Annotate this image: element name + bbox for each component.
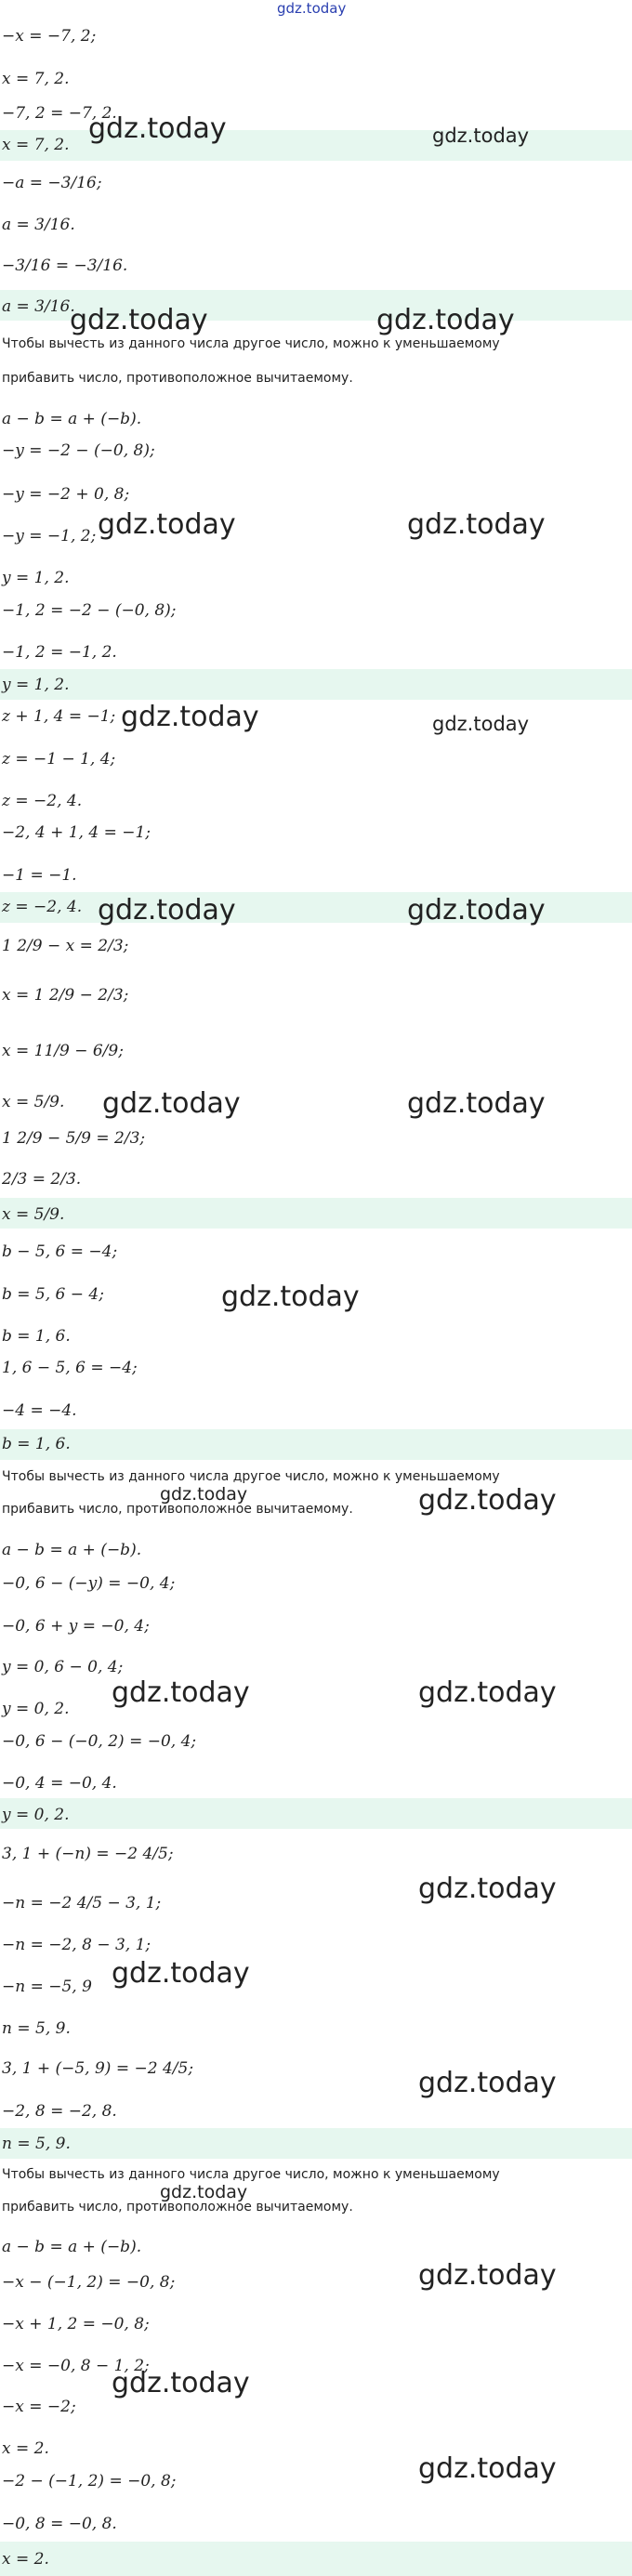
- equation-line: x = 11/9 − 6/9;: [2, 1042, 124, 1060]
- answer-line: b = 1, 6.: [2, 1435, 71, 1453]
- equation-line: a = 3/16.: [2, 216, 75, 234]
- watermark-text: gdz.today: [160, 1484, 248, 1505]
- equation-line: z = −1 − 1, 4;: [2, 750, 116, 769]
- equation-line: −n = −5, 9: [2, 1978, 92, 1996]
- watermark-text: gdz.today: [102, 1087, 241, 1120]
- rule-text-line: Чтобы вычесть из данного числа другое число, можно к уменьшаемому: [2, 1469, 500, 1484]
- equation-line: b = 5, 6 − 4;: [2, 1285, 104, 1304]
- equation-line: x = 1 2/9 − 2/3;: [2, 986, 129, 1005]
- rule-text-line: Чтобы вычесть из данного числа другое число, можно к уменьшаемому: [2, 336, 500, 351]
- equation-line: −1, 2 = −1, 2.: [2, 643, 117, 662]
- equation-line: −x + 1, 2 = −0, 8;: [2, 2315, 150, 2333]
- answer-highlight: [0, 1198, 632, 1229]
- rule-text-line: прибавить число, противоположное вычитаемому.: [2, 2200, 353, 2215]
- equation-line: −0, 6 − (−y) = −0, 4;: [2, 1574, 176, 1593]
- equation-line: z + 1, 4 = −1;: [2, 707, 116, 726]
- equation-line: z = −2, 4.: [2, 792, 83, 810]
- watermark-text: gdz.today: [407, 894, 546, 927]
- answer-line: y = 0, 2.: [2, 1806, 70, 1824]
- equation-line: −4 = −4.: [2, 1401, 77, 1420]
- watermark-text: gdz.today: [98, 508, 236, 541]
- equation-line: −0, 6 − (−0, 2) = −0, 4;: [2, 1732, 197, 1751]
- watermark-text: gdz.today: [418, 1484, 557, 1517]
- equation-line: −3/16 = −3/16.: [2, 256, 128, 275]
- equation-line: y = 0, 2.: [2, 1700, 70, 1718]
- equation-line: a − b = a + (−b).: [2, 2238, 142, 2256]
- answer-highlight: [0, 1429, 632, 1460]
- equation-line: x = 5/9.: [2, 1093, 65, 1111]
- equation-line: −0, 6 + y = −0, 4;: [2, 1617, 150, 1636]
- equation-line: −n = −2, 8 − 3, 1;: [2, 1936, 151, 1954]
- rule-text-line: прибавить число, противоположное вычитаемому.: [2, 1502, 353, 1517]
- equation-line: n = 5, 9.: [2, 2019, 71, 2038]
- watermark-text: gdz.today: [418, 2452, 557, 2485]
- answer-highlight: [0, 1798, 632, 1829]
- equation-line: −x = −0, 8 − 1, 2;: [2, 2357, 150, 2375]
- equation-line: −1 = −1.: [2, 866, 77, 885]
- answer-line: n = 5, 9.: [2, 2135, 71, 2153]
- watermark-text: gdz.today: [88, 112, 227, 145]
- watermark-text: gdz.today: [418, 2259, 557, 2292]
- equation-line: y = 0, 6 − 0, 4;: [2, 1658, 124, 1676]
- watermark-text: gdz.today: [407, 1087, 546, 1120]
- equation-line: 1 2/9 − x = 2/3;: [2, 937, 129, 955]
- answer-line: x = 2.: [2, 2550, 49, 2569]
- equation-line: −x = −2;: [2, 2398, 76, 2416]
- header-watermark: gdz.today: [277, 0, 347, 17]
- equation-line: −7, 2 = −7, 2.: [2, 104, 117, 123]
- answer-line: x = 5/9.: [2, 1205, 65, 1224]
- equation-line: −y = −2 + 0, 8;: [2, 485, 130, 504]
- equation-line: −2 − (−1, 2) = −0, 8;: [2, 2472, 177, 2491]
- equation-line: x = 2.: [2, 2439, 49, 2458]
- equation-line: 3, 1 + (−5, 9) = −2 4/5;: [2, 2059, 194, 2078]
- equation-line: −a = −3/16;: [2, 174, 102, 192]
- equation-line: y = 1, 2.: [2, 569, 70, 587]
- watermark-text: gdz.today: [112, 1676, 250, 1709]
- answer-highlight: [0, 2542, 632, 2576]
- equation-line: b = 1, 6.: [2, 1327, 71, 1346]
- watermark-text: gdz.today: [376, 304, 515, 336]
- equation-line: −0, 4 = −0, 4.: [2, 1774, 117, 1793]
- equation-line: −2, 8 = −2, 8.: [2, 2102, 117, 2121]
- watermark-text: gdz.today: [112, 2367, 250, 2399]
- equation-line: −1, 2 = −2 − (−0, 8);: [2, 601, 177, 620]
- answer-line: z = −2, 4.: [2, 898, 83, 916]
- equation-line: −y = −2 − (−0, 8);: [2, 441, 155, 460]
- watermark-text: gdz.today: [432, 125, 530, 147]
- watermark-text: gdz.today: [407, 508, 546, 541]
- watermark-text: gdz.today: [98, 894, 236, 927]
- answer-highlight: [0, 669, 632, 700]
- equation-line: −0, 8 = −0, 8.: [2, 2515, 117, 2533]
- answer-line: a = 3/16.: [2, 297, 75, 316]
- answer-highlight: [0, 2128, 632, 2159]
- watermark-text: gdz.today: [121, 701, 259, 733]
- watermark-text: gdz.today: [112, 1957, 250, 1990]
- answer-line: y = 1, 2.: [2, 676, 70, 694]
- equation-line: −2, 4 + 1, 4 = −1;: [2, 823, 151, 842]
- equation-line: −x = −7, 2;: [2, 27, 97, 46]
- equation-line: −n = −2 4/5 − 3, 1;: [2, 1894, 162, 1912]
- equation-line: x = 7, 2.: [2, 70, 70, 88]
- equation-line: b − 5, 6 = −4;: [2, 1242, 118, 1261]
- rule-text-line: прибавить число, противоположное вычитаемому.: [2, 371, 353, 386]
- rule-text-line: Чтобы вычесть из данного числа другое число, можно к уменьшаемому: [2, 2167, 500, 2182]
- equation-line: 2/3 = 2/3.: [2, 1170, 82, 1189]
- equation-line: 3, 1 + (−n) = −2 4/5;: [2, 1845, 174, 1863]
- equation-line: a − b = a + (−b).: [2, 1541, 142, 1559]
- watermark-text: gdz.today: [432, 713, 530, 735]
- equation-line: 1, 6 − 5, 6 = −4;: [2, 1359, 138, 1377]
- watermark-text: gdz.today: [70, 304, 208, 336]
- equation-line: a − b = a + (−b).: [2, 410, 142, 428]
- watermark-text: gdz.today: [418, 1873, 557, 1905]
- equation-line: 1 2/9 − 5/9 = 2/3;: [2, 1129, 146, 1148]
- answer-line: x = 7, 2.: [2, 136, 70, 154]
- equation-line: −y = −1, 2;: [2, 527, 97, 545]
- watermark-text: gdz.today: [418, 1676, 557, 1709]
- equation-line: −x − (−1, 2) = −0, 8;: [2, 2273, 176, 2292]
- watermark-text: gdz.today: [160, 2182, 248, 2202]
- watermark-text: gdz.today: [221, 1281, 360, 1313]
- watermark-text: gdz.today: [418, 2067, 557, 2099]
